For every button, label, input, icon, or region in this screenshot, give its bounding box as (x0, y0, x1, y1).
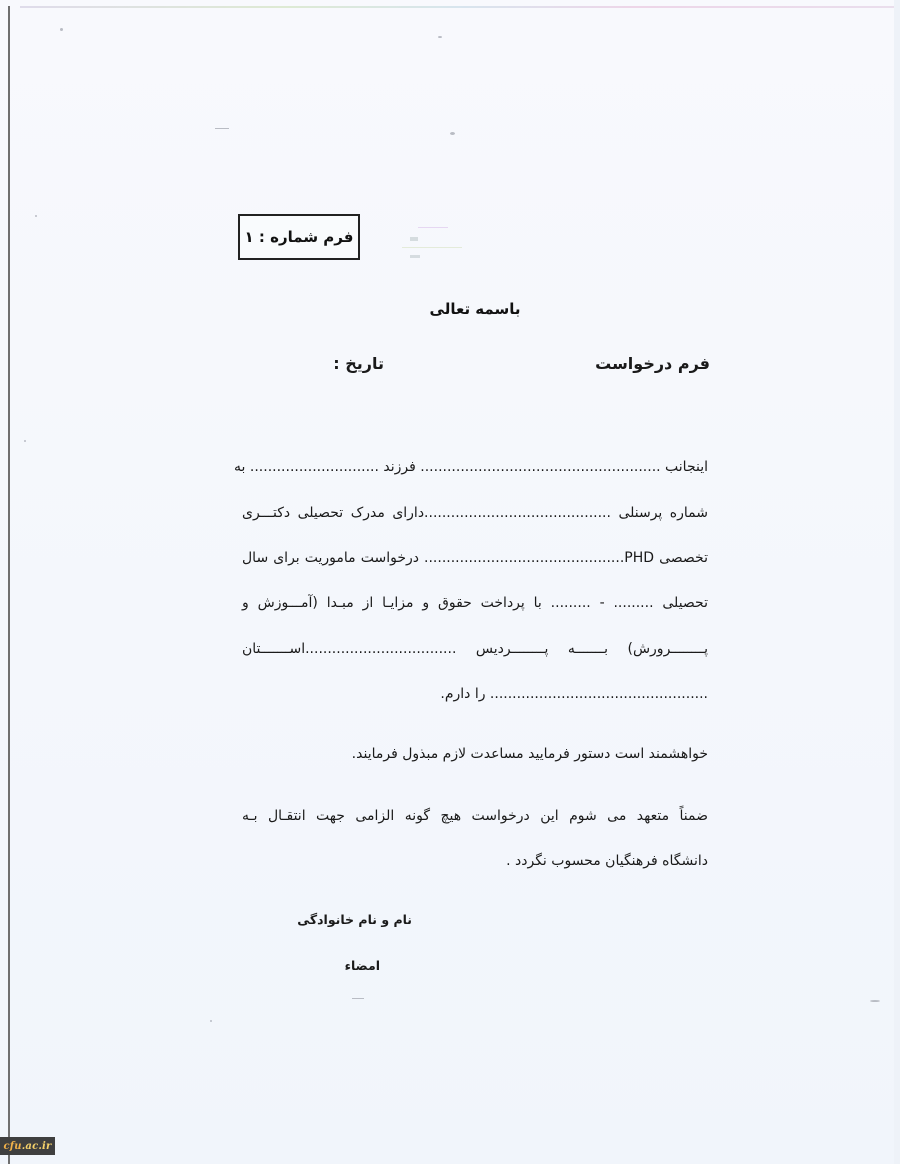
signature-label: امضاء (344, 958, 380, 973)
body-line-5: پــــــــرورش) بـــــــه پــــــــردیس ..................................اســـــــتان (242, 641, 708, 657)
form-number-box (238, 214, 360, 260)
form-number-label: فرم شماره : ۱ (244, 228, 354, 246)
watermark-main: cfu (3, 1140, 22, 1152)
full-name-label: نام و نام خانوادگی (297, 912, 412, 927)
body-line-3: تخصصی PHD............................................. درخواست ماموریت برای سال (242, 550, 708, 566)
commitment-line-2: دانشگاه فرهنگیان محسوب نگردد . (506, 853, 708, 869)
basmala-heading: باسمه تعالی (429, 300, 521, 318)
date-label: تاریخ : (333, 354, 384, 373)
body-line-2: شماره پرسنلی ..........................................دارای مدرک تحصیلی دکتـــری (242, 505, 708, 521)
body-line-6: ................................................. را دارم. (440, 686, 708, 702)
scan-right-edge (894, 0, 900, 1164)
body-line-4: تحصیلی ......... - ......... با پرداخت حقوق و مزایـا از مبـدا (آمـــوزش و (242, 595, 708, 611)
site-watermark (0, 1137, 55, 1155)
form-title: فرم درخواست (595, 354, 710, 373)
faint-stamp-mark (400, 222, 470, 262)
request-sentence: خواهشمند است دستور فرمایید مساعدت لازم مبذول فرمایند. (351, 746, 708, 762)
body-line-1: اینجانب ...................................................... فرزند ............................. به (234, 459, 708, 475)
scan-top-edge (20, 6, 895, 8)
scan-left-border (8, 6, 10, 1164)
watermark-domain: .ac.ir (21, 1140, 52, 1152)
commitment-line-1: ضمناً متعهد می شوم این درخواست هیچ گونه الزامی جهت انتقـال بـه (242, 808, 708, 824)
